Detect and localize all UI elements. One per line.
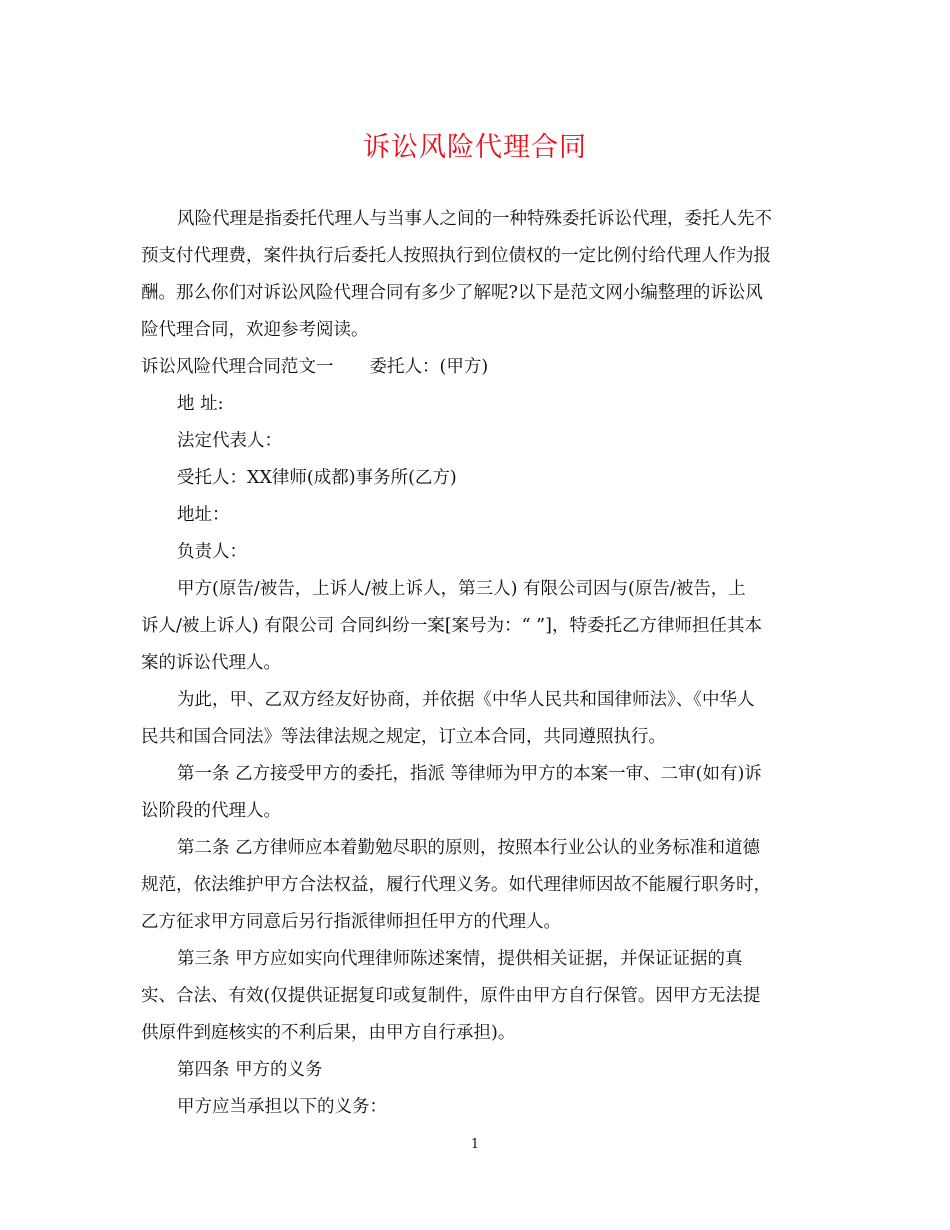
intro-line-3: 酬。那么你们对诉讼风险代理合同有多少了解呢?以下是范文网小编整理的诉讼风 [141, 283, 763, 303]
article-3-line-2: 实、合法、有效(仅提供证据复印或复制件，原件由甲方自行保管。因甲方无法提 [141, 986, 761, 1006]
responsible-person: 负责人： [177, 542, 247, 562]
agent-label: 受托人：XX律师(成都)事务所(乙方) [177, 468, 457, 488]
case-line-3: 案的诉讼代理人。 [141, 653, 281, 673]
article-3-line-1: 第三条 甲方应如实向代理律师陈述案情，提供相关证据，并保证证据的真 [177, 949, 743, 969]
article-4-line-1: 甲方应当承担以下的义务： [177, 1097, 387, 1117]
basis-line-1: 为此，甲、乙双方经友好协商，并依据《中华人民共和国律师法》、《中华人 [177, 690, 755, 710]
basis-line-2: 民共和国合同法》等法律法规之规定，订立本合同，共同遵照执行。 [141, 727, 666, 747]
intro-line-2: 预支付代理费，案件执行后委托人按照执行到位债权的一定比例付给代理人作为报 [141, 246, 771, 266]
article-2-line-3: 乙方征求甲方同意后另行指派律师担任甲方的代理人。 [141, 912, 561, 932]
article-1-line-1: 第一条 乙方接受甲方的委托，指派 等律师为甲方的本案一审、二审(如有)诉 [177, 764, 762, 784]
agent-address: 地址： [177, 505, 230, 525]
article-4-heading: 第四条 甲方的义务 [177, 1060, 323, 1080]
case-line-1: 甲方(原告/被告，上诉人/被上诉人，第三人) 有限公司因与(原告/被告，上 [177, 579, 746, 599]
article-2-line-2: 规范，依法维护甲方合法权益，履行代理义务。如代理律师因故不能履行职务时， [141, 875, 771, 895]
article-2-line-1: 第二条 乙方律师应本着勤勉尽职的原则，按照本行业公认的业务标准和道德 [177, 838, 761, 858]
principal-address: 地 址: [177, 394, 224, 414]
intro-line-1: 风险代理是指委托代理人与当事人之间的一种特殊委托诉讼代理，委托人先不 [177, 209, 772, 229]
article-3-line-3: 供原件到庭核实的不利后果，由甲方自行承担)。 [141, 1023, 516, 1043]
intro-line-4: 险代理合同，欢迎参考阅读。 [141, 320, 369, 340]
sample-heading-line [141, 354, 488, 380]
article-1-line-2: 讼阶段的代理人。 [141, 801, 281, 821]
page-number: 1 [470, 1137, 480, 1152]
legal-representative: 法定代表人： [177, 431, 282, 451]
sample-heading: 诉讼风险代理合同范文一 [141, 357, 334, 377]
principal-label: 委托人：(甲方) [369, 357, 489, 377]
document-title: 诉讼风险代理合同 [363, 132, 587, 163]
case-line-2: 诉人/被上诉人) 有限公司 合同纠纷一案[案号为：“ ”]，特委托乙方律师担任其本 [141, 616, 762, 636]
